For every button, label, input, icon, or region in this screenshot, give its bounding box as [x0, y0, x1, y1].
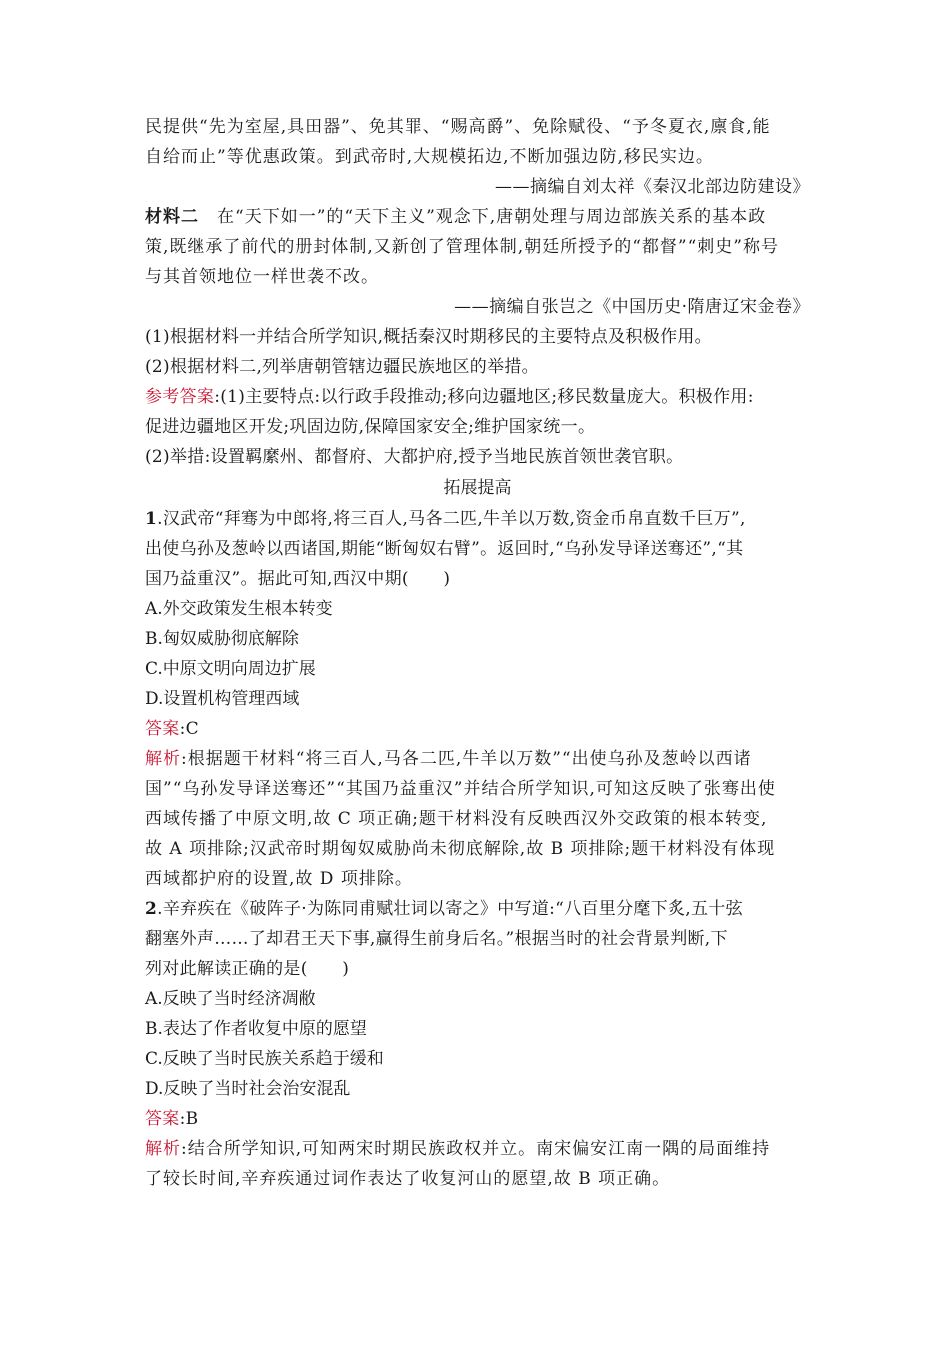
material-one-source: ——摘编自刘太祥《秦汉北部边防建设》	[495, 177, 810, 197]
analysis-label: 解析	[145, 749, 181, 769]
item-one: 1.汉武帝“拜骞为中郎将,将三百人,马各二匹,牛羊以万数,资金币帛直数千巨万”, 出使乌孙及葱岭以西诸国,期能“断匈奴右臂”。返回时,“乌孙发导译送骞还”,“其 国乃益重汉”。据此可知,西汉中期( ) A.外交政策发生根本转变 B.匈奴威胁彻底解除 C.中原文明向周边扩展 D.设置机构管理西域 答案:C 解析:根据题干材料“将三百人,马各二匹,牛羊以万数”“出使乌孙及葱岭以西诸 国”“乌孙发导译送骞还”“其国乃益重汉”并结合所学知识,可知这反映了张骞出使 西域传播了中原文明,故 C 项正确;题干材料没有反映西汉外交政策的根本转变, 故 A 项排除;汉武帝时期匈奴威胁尚未彻底解除,故 B 项排除;题干材料没有体现 西域都护府的设置,故 D 项排除。	[145, 504, 810, 894]
option-a: A.反映了当时经济凋敝	[145, 989, 316, 1009]
answer-label: 答案	[145, 719, 180, 739]
item-number: 2	[145, 899, 158, 919]
analysis-line: 了较长时间,辛弃疾通过词作表达了收复河山的愿望,故 B 项正确。	[145, 1169, 671, 1189]
item-stem-line: 国乃益重汉”。据此可知,西汉中期( )	[145, 569, 451, 589]
item-stem-line: 出使乌孙及葱岭以西诸国,期能“断匈奴右臂”。返回时,“乌孙发导译送骞还”,“其	[145, 539, 744, 559]
option-b: B.匈奴威胁彻底解除	[145, 629, 299, 649]
analysis-line: 国”“乌孙发导译送骞还”“其国乃益重汉”并结合所学知识,可知这反映了张骞出使	[145, 779, 776, 799]
material-two-label: 材料二	[145, 207, 199, 227]
item-two: 2.辛弃疾在《破阵子·为陈同甫赋壮词以寄之》中写道:“八百里分麾下炙,五十弦 翻塞外声……了却君王天下事,赢得生前身后名。”根据当时的社会背景判断,下 列对此解读正确的是( ) A.反映了当时经济凋敝 B.表达了作者收复中原的愿望 C.反映了当时民族关系趋于缓和 D.反映了当时社会治安混乱 答案:B 解析:结合所学知识,可知两宋时期民族政权并立。南宋偏安江南一隅的局面维持 了较长时间,辛弃疾通过词作表达了收复河山的愿望,故 B 项正确。	[145, 894, 810, 1194]
item-number: 1	[145, 509, 158, 529]
material-two	[145, 202, 810, 322]
option-c: C.反映了当时民族关系趋于缓和	[145, 1049, 384, 1069]
material-two-line: 策,既继承了前代的册封体制,又新创了管理体制,朝廷所授予的“都督”“刺史”称号	[145, 237, 779, 257]
question-one: (1)根据材料一并结合所学知识,概括秦汉时期移民的主要特点及积极作用。	[145, 327, 712, 347]
analysis: 解析:根据题干材料“将三百人,马各二匹,牛羊以万数”“出使乌孙及葱岭以西诸	[145, 749, 752, 769]
document-page	[145, 112, 810, 1194]
option-b: B.表达了作者收复中原的愿望	[145, 1019, 367, 1039]
question-two: (2)根据材料二,列举唐朝管辖边疆民族地区的举措。	[145, 357, 539, 377]
option-c: C.中原文明向周边扩展	[145, 659, 316, 679]
material-two-line: 材料二 在“天下如一”的“天下主义”观念下,唐朝处理与周边部族关系的基本政	[145, 207, 767, 227]
answer: 答案:B	[145, 1109, 199, 1129]
material-two-line: 与其首领地位一样世袭不改。	[145, 267, 379, 287]
reference-answer: 参考答案:(1)主要特点:以行政手段推动;移向边疆地区;移民数量庞大。积极作用: 促进边疆地区开发;巩固边防,保障国家安全;维护国家统一。 (2)举措:设置羁縻州、都督府、大都护府,授予当地民族首领世袭官职。	[145, 382, 810, 472]
answer-label: 答案	[145, 1109, 180, 1129]
material-one-line: 民提供“先为室屋,具田器”、免其罪、“赐高爵”、免除赋役、“予冬夏衣,廪食,能	[145, 117, 771, 137]
reference-answer-line: 促进边疆地区开发;巩固边防,保障国家安全;维护国家统一。	[145, 417, 596, 437]
analysis-line: 西域都护府的设置,故 D 项排除。	[145, 869, 413, 889]
analysis: 解析:结合所学知识,可知两宋时期民族政权并立。南宋偏安江南一隅的局面维持	[145, 1139, 771, 1159]
analysis-line: 西域传播了中原文明,故 C 项正确;题干材料没有反映西汉外交政策的根本转变,	[145, 809, 768, 829]
material-one-line: 自给而止”等优惠政策。到武帝时,大规模拓边,不断加强边防,移民实边。	[145, 147, 714, 167]
section-title: 拓展提高	[443, 478, 512, 498]
answer: 答案:C	[145, 719, 199, 739]
material-two-source: ——摘编自张岂之《中国历史·隋唐辽宋金卷》	[454, 297, 810, 317]
option-d: D.设置机构管理西域	[145, 689, 300, 709]
option-a: A.外交政策发生根本转变	[145, 599, 333, 619]
item-stem-line: 列对此解读正确的是( )	[145, 959, 350, 979]
option-d: D.反映了当时社会治安混乱	[145, 1079, 351, 1099]
analysis-line: 故 A 项排除;汉武帝时期匈奴威胁尚未彻底解除,故 B 项排除;题干材料没有体现	[145, 839, 776, 859]
material-one	[145, 112, 810, 202]
analysis-label: 解析	[145, 1139, 181, 1159]
reference-answer-line: (2)举措:设置羁縻州、都督府、大都护府,授予当地民族首领世袭官职。	[145, 447, 684, 467]
reference-answer-label: 参考答案	[145, 387, 215, 407]
item-stem-line: 翻塞外声……了却君王天下事,赢得生前身后名。”根据当时的社会背景判断,下	[145, 929, 728, 949]
